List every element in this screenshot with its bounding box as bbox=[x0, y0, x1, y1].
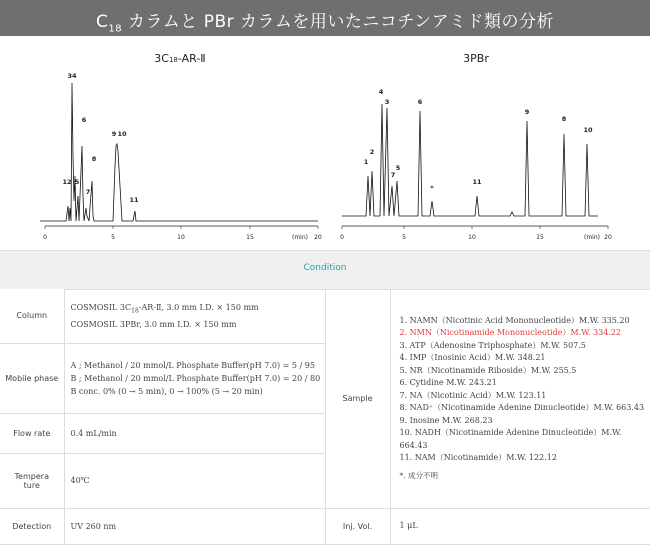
left-tick: 20 bbox=[314, 234, 322, 241]
inj-vol-value: 1 μL bbox=[390, 508, 650, 544]
right-tick: 15 bbox=[536, 234, 544, 241]
left-trace bbox=[40, 83, 318, 221]
peak-label: 2 bbox=[369, 148, 375, 156]
title-bar bbox=[0, 0, 650, 36]
sample-item: 6. Cytidine M.W. 243.21 bbox=[399, 378, 497, 387]
flow-rate-label: Flow rate bbox=[0, 413, 64, 453]
right-tick: 10 bbox=[468, 234, 476, 241]
peak-label: 9 bbox=[111, 130, 117, 138]
left-axis-unit: (min) bbox=[292, 234, 308, 241]
right-peak-labels bbox=[364, 88, 593, 192]
peak-label: 10 bbox=[583, 126, 593, 134]
sample-item: 3. ATP（Adenosine Triphosphate）M.W. 507.5 bbox=[399, 340, 586, 350]
right-tick: 5 bbox=[402, 234, 406, 241]
sample-item: 8. NAD⁺（Nicotinamide Adenine Dinucleotide）M.W. 663.43 bbox=[399, 403, 645, 412]
left-tick: 15 bbox=[246, 234, 254, 241]
left-tick: 10 bbox=[177, 234, 185, 241]
peak-label: 10 bbox=[117, 130, 127, 138]
right-tick: 20 bbox=[604, 234, 612, 241]
sample-item: 11. NAM（Nicotinamide）M.W. 122.12 bbox=[399, 453, 557, 462]
peak-label: 1 bbox=[363, 158, 369, 166]
peak-label: 3 bbox=[384, 98, 390, 106]
condition-table bbox=[0, 289, 650, 545]
right-chart-title: 3PBr bbox=[463, 52, 489, 65]
peak-label: 34 bbox=[67, 72, 77, 80]
left-tick: 5 bbox=[111, 234, 115, 241]
detection-label: Detection bbox=[0, 508, 64, 544]
temperature-value: 40℃ bbox=[64, 453, 325, 508]
peak-label: 5 bbox=[74, 178, 80, 186]
mobile-phase-value: A ; Methanol / 20 mmol/L Phosphate Buffer(pH 7.0) = 5 / 95 B ; Methanol / 20 mmol/L Phosphate Buffer(pH 7.0) = 20 / 80 B conc. 0% (0 → 5 min), 0 → 100% (5 → 20 min) bbox=[64, 343, 325, 413]
sample-item: 5. NR（Nicotinamide Riboside）M.W. 255.5 bbox=[399, 365, 577, 375]
sample-item: 4. IMP（Inosinic Acid）M.W. 348.21 bbox=[399, 353, 546, 362]
temperature-label: Tempera ture bbox=[0, 453, 64, 508]
right-trace bbox=[342, 104, 598, 216]
sample-list bbox=[390, 289, 650, 508]
right-axis-unit: (min) bbox=[584, 234, 600, 241]
peak-label: 6 bbox=[417, 98, 423, 106]
peak-label: 12 bbox=[62, 178, 72, 186]
peak-label: 9 bbox=[524, 108, 530, 116]
sample-item: 10. NADH（Nicotinamide Adenine Dinucleotide）M.W. 664.43 bbox=[399, 428, 622, 450]
peak-label: 5 bbox=[395, 164, 401, 172]
condition-header: Condition bbox=[0, 250, 650, 290]
sample-item: 2. NMN（Nicotinamide Mononucleotide）M.W. 334.22 bbox=[399, 328, 622, 337]
left-chart-title: 3C18-AR-Ⅱ bbox=[154, 52, 206, 65]
flow-rate-value: 0.4 mL/min bbox=[64, 413, 325, 453]
peak-label: 6 bbox=[81, 116, 87, 124]
peak-label: * bbox=[430, 184, 434, 192]
mobile-phase-label: Mobile phase bbox=[0, 343, 64, 413]
peak-label: 8 bbox=[561, 115, 567, 123]
sample-item: 7. NA（Nicotinic Acid）M.W. 123.11 bbox=[399, 390, 547, 400]
left-tick: 0 bbox=[43, 234, 47, 241]
peak-label: 7 bbox=[85, 188, 91, 196]
left-peak-labels bbox=[62, 72, 139, 204]
sample-label: Sample bbox=[325, 289, 390, 508]
left-ticks bbox=[43, 226, 322, 241]
sample-note: *. 成分不明 bbox=[399, 470, 439, 480]
column-label: Column bbox=[0, 289, 64, 343]
sample-item: 9. Inosine M.W. 268.23 bbox=[399, 415, 493, 425]
inj-vol-label: Inj. Vol. bbox=[325, 508, 390, 544]
peak-label: 4 bbox=[378, 88, 384, 96]
right-ticks bbox=[340, 226, 612, 241]
page-title: $C_{18}$ カラムと PBr カラムを用いたニコチンアミド類の分析 bbox=[95, 12, 555, 35]
peak-label: 11 bbox=[472, 178, 482, 186]
right-tick: 0 bbox=[340, 234, 344, 241]
peak-label: 11 bbox=[129, 196, 139, 204]
chromatograms bbox=[0, 36, 650, 248]
sample-item: 1. NAMN（Nicotinic Acid Mononucleotide）M.W. 335.20 bbox=[399, 315, 630, 325]
peak-label: 7 bbox=[390, 171, 396, 179]
detection-value: UV 260 nm bbox=[64, 508, 325, 544]
peak-label: 8 bbox=[91, 155, 97, 163]
column-value: COSMOSIL $3C_{18}-AR-Ⅱ$, 3.0 mm I.D. × 150 mm COSMOSIL 3PBr, 3.0 mm I.D. × 150 mm bbox=[64, 289, 325, 343]
